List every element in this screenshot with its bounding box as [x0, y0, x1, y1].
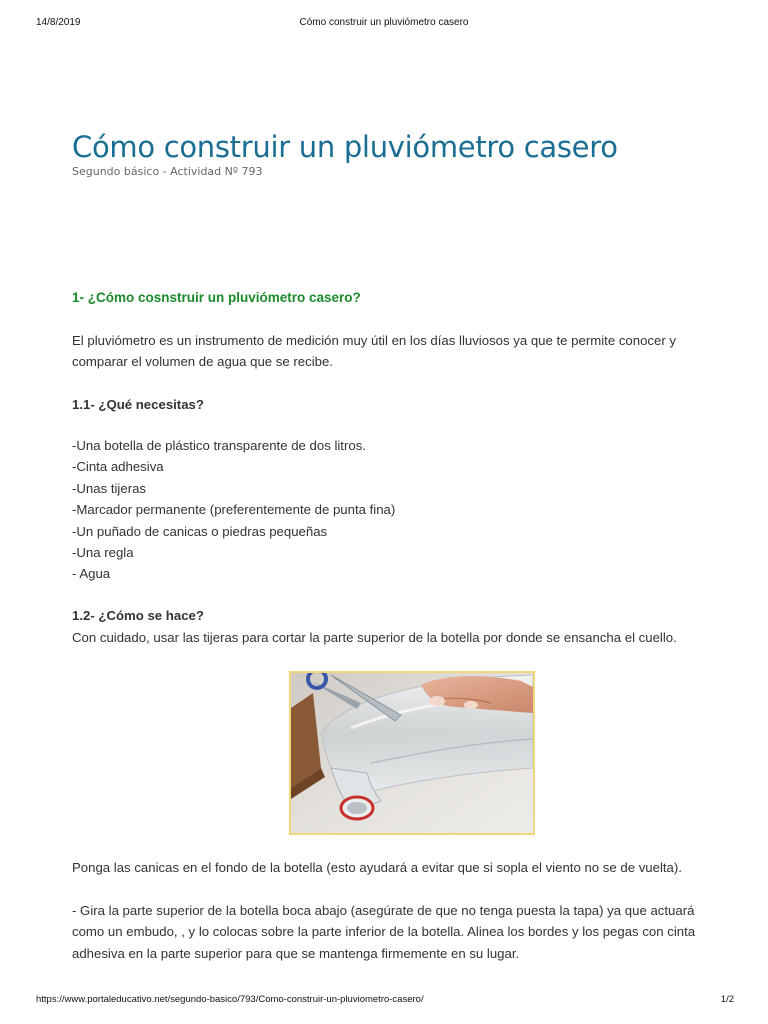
page-title: Cómo construir un pluviómetro casero — [72, 130, 618, 164]
list-item: -Unas tijeras — [72, 480, 147, 496]
print-footer — [0, 994, 768, 1008]
step3-line: adhesiva en la parte superior para que se mantenga firmemente en su lugar. — [72, 945, 520, 961]
intro-line: El pluviómetro es un instrumento de medición muy útil en los días lluviosos ya que te permite conocer y — [72, 333, 676, 348]
page-number: 1/2 — [720, 994, 734, 1005]
source-url: https://www.portaleducativo.net/segundo-basico/793/Como-construir-un-pluviometro-casero/ — [36, 994, 424, 1005]
how-heading: 1.2- ¿Cómo se hace? — [72, 608, 204, 623]
list-item: -Cinta adhesiva — [72, 459, 164, 475]
step2-paragraph: Ponga las canicas en el fondo de la botella (esto ayudará a evitar que si sopla el viento no se de vuelta). — [72, 860, 682, 875]
section-heading: 1- ¿Cómo cosnstruir un pluviómetro casero? — [72, 290, 361, 305]
step3-line: como un embudo, , y lo colocas sobre la parte inferior de la botella. Alinea los bordes y los pegas con cinta — [72, 924, 696, 940]
step3-line: - Gira la parte superior de la botella boca abajo (asegúrate de que no tenga puesta la tapa) ya que actuará — [72, 903, 695, 918]
print-doc-title: Cómo construir un pluviómetro casero — [299, 17, 469, 28]
list-item: -Marcador permanente (preferentemente de punta fina) — [72, 502, 396, 518]
intro-paragraph — [72, 330, 676, 373]
materials-list — [72, 435, 395, 585]
print-date: 14/8/2019 — [36, 17, 81, 28]
page-subtitle: Segundo básico - Actividad Nº 793 — [72, 165, 263, 178]
list-item: -Una regla — [72, 545, 134, 561]
needs-heading: 1.1- ¿Qué necesitas? — [72, 397, 204, 412]
intro-line: comparar el volumen de agua que se recibe. — [72, 354, 333, 370]
article — [72, 0, 734, 990]
bottle-cutting-photo — [289, 671, 535, 835]
step1-paragraph: Con cuidado, usar las tijeras para cortar la parte superior de la botella por donde se ensancha el cuello. — [72, 630, 677, 645]
step3-paragraph — [72, 900, 695, 964]
list-item: -Una botella de plástico transparente de dos litros. — [72, 438, 366, 453]
list-item: - Agua — [72, 566, 111, 582]
bottle-cutting-illustration — [291, 673, 533, 833]
list-item: -Un puñado de canicas o piedras pequeñas — [72, 523, 328, 539]
